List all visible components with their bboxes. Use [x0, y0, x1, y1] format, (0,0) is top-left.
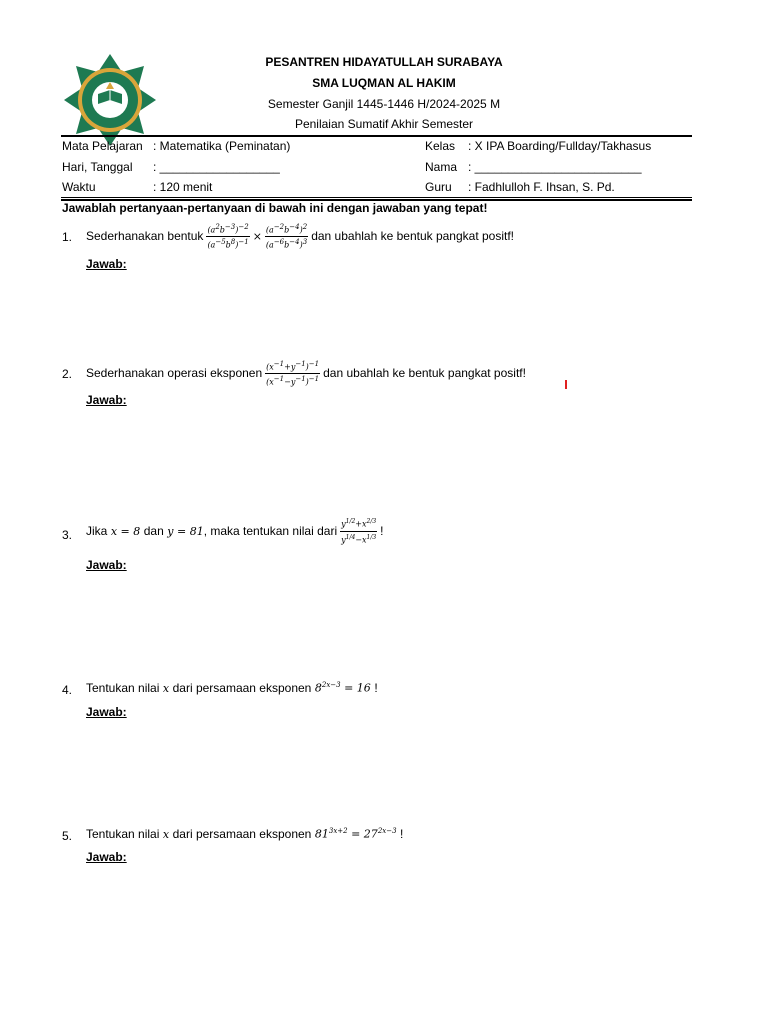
- q3-mid1: dan: [143, 524, 164, 539]
- q4-text: [86, 681, 378, 695]
- q1-times: ×: [252, 229, 262, 243]
- teacher-value: : Fadhlulloh F. Ihsan, S. Pd.: [468, 180, 615, 194]
- name-value: : _________________________: [468, 160, 642, 174]
- header-divider: [61, 135, 692, 137]
- q2-text: [86, 359, 526, 387]
- q5-answer-label: Jawab:: [86, 850, 127, 864]
- q4-answer-label: Jawab:: [86, 705, 127, 719]
- day-value: : __________________: [153, 160, 280, 174]
- q4-equation: $8^{2x-3} = 16$: [311, 681, 375, 695]
- name-label: Nama: [425, 160, 458, 174]
- q1-text: [86, 222, 514, 250]
- instruction: Jawablah pertanyaan-pertanyaan di bawah ini dengan jawaban yang tepat!: [62, 201, 488, 215]
- school-logo: [62, 52, 158, 148]
- class-label: Kelas: [425, 139, 456, 153]
- q4-pre: Tentukan nilai: [86, 681, 160, 695]
- q4-number: 4.: [62, 683, 73, 697]
- q3-fraction: $\frac{y^{1/2}+x^{2/3}}{y^{1/4}-x^{1/3}}$: [341, 518, 377, 545]
- subject-label: Mata Pelajaran: [62, 139, 143, 153]
- q5-equation: $81^{3x+2} = 27^{2x-3}$: [311, 827, 397, 841]
- q3-text: [86, 516, 384, 546]
- q5-text: [86, 827, 403, 841]
- q1-fraction-a: $\frac{(a^2b^{-3})^{-2}}{(a^{-5}b^8)^{-1}}$: [207, 223, 249, 250]
- q5-x: x: [159, 827, 173, 841]
- info-divider-top: [61, 197, 692, 198]
- q2-pre: Sederhanakan operasi eksponen: [86, 366, 263, 381]
- teacher-label: Guru: [425, 180, 452, 194]
- day-label: Hari, Tanggal: [62, 160, 133, 174]
- q1-post: dan ubahlah ke bentuk pangkat positf!: [311, 229, 515, 244]
- q4-post: !: [374, 681, 378, 695]
- q5-mid: dari persamaan eksponen: [172, 827, 312, 841]
- q1-fraction-b: $\frac{(a^{-2}b^{-4})^2}{(a^{-6}b^{-4})^3}$: [265, 223, 308, 250]
- q2-post: dan ubahlah ke bentuk pangkat positf!: [323, 366, 526, 381]
- subject-value: : Matematika (Peminatan): [153, 139, 291, 153]
- exam-title: Penilaian Sumatif Akhir Semester: [294, 117, 474, 131]
- q4-x: x: [159, 681, 173, 695]
- q3-y-eq: y = 81: [163, 524, 204, 538]
- q3-pre: Jika: [86, 524, 108, 539]
- class-value: : X IPA Boarding/Fullday/Takhasus: [468, 139, 652, 153]
- red-mark: [565, 380, 567, 389]
- q3-answer-label: Jawab:: [86, 558, 127, 572]
- school-name: PESANTREN HIDAYATULLAH SURABAYA: [265, 55, 503, 69]
- q3-number: 3.: [62, 528, 73, 542]
- q2-answer-label: Jawab:: [86, 393, 127, 407]
- q2-fraction: $\frac{(x^{-1}+y^{-1})^{-1}}{(x^{-1}-y^{-1})^{-1}}$: [266, 360, 320, 387]
- school-subname: SMA LUQMAN AL HAKIM: [312, 76, 456, 90]
- q2-number: 2.: [62, 367, 73, 381]
- q1-pre: Sederhanakan bentuk: [86, 229, 204, 244]
- q3-x-eq: x = 8: [107, 524, 144, 538]
- time-label: Waktu: [62, 180, 96, 194]
- q4-mid: dari persamaan eksponen: [172, 681, 312, 695]
- q3-post: !: [380, 524, 384, 539]
- time-value: : 120 menit: [153, 180, 213, 194]
- q3-mid2: , maka tentukan nilai dari: [203, 524, 338, 539]
- q1-answer-label: Jawab:: [86, 257, 127, 271]
- q1-number: 1.: [62, 230, 73, 244]
- q5-post: !: [400, 827, 404, 841]
- q5-pre: Tentukan nilai: [86, 827, 160, 841]
- semester-text: Semester Ganjil 1445-1446 H/2024-2025 M: [267, 97, 501, 111]
- q5-number: 5.: [62, 829, 73, 843]
